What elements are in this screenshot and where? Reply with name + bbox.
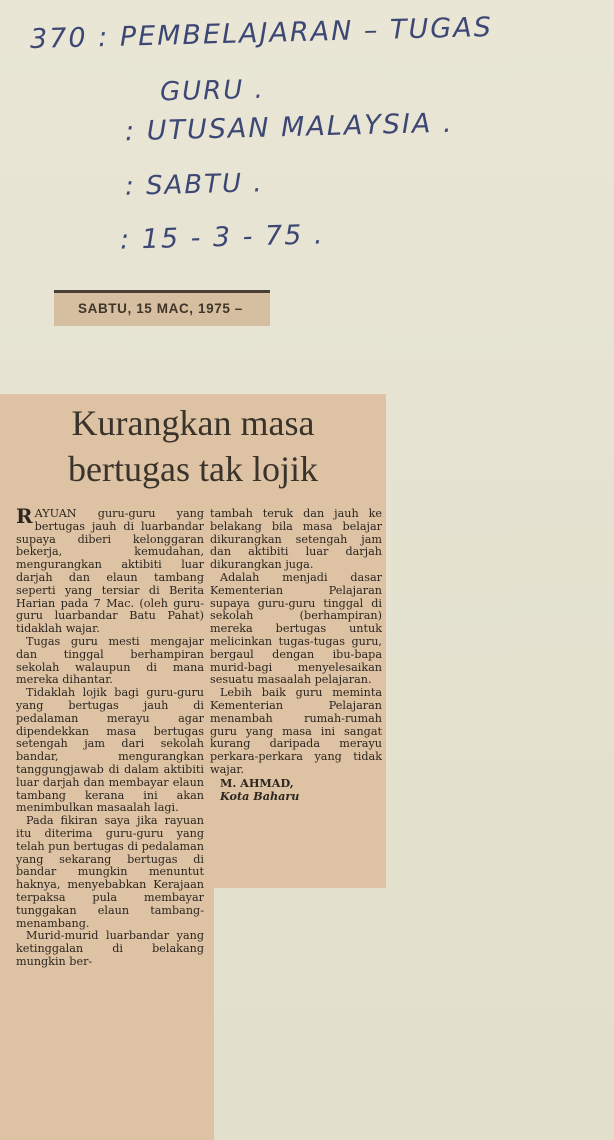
handwritten-note-line: : UTUSAN MALAYSIA .	[124, 107, 454, 148]
handwritten-note-line: : SABTU .	[124, 168, 264, 202]
handwritten-note-line: GURU .	[159, 74, 266, 108]
article-column-2	[210, 508, 382, 802]
newspaper-dateline: SABTU, 15 MAC, 1975 –	[54, 290, 270, 326]
article-headline	[0, 400, 386, 492]
drop-cap: R	[16, 504, 33, 528]
article-paragraph: Murid-murid luarbandar yang ketinggalan di belakang mungkin ber-	[16, 929, 204, 968]
article-paragraph: Tidaklah lojik bagi guru-guru yang bertugas jauh di pedalaman merayu agar dipendekkan masa bertugas setengah jam dari sekolah bandar, mengurangkan tanggungjawab di dalam aktibiti luar darjah dan membayar elaun tambang kerana ini akan menimbulkan masaalah lagi.	[16, 686, 204, 815]
headline-line: bertugas tak lojik	[68, 449, 318, 489]
headline-line: Kurangkan masa	[71, 403, 315, 443]
author-name: M. AHMAD,	[220, 775, 294, 790]
author-location: Kota Baharu	[220, 788, 300, 803]
article-paragraph: Adalah menjadi dasar Kementerian Pelajaran supaya guru-guru tinggal di sekolah (berhampiran) mereka bertugas untuk melicinkan tugas-tugas guru, bergaul dengan ibu-bapa murid-bagi menyelesaikan sesuatu masaalah pelajaran.	[210, 570, 382, 687]
handwritten-note-line: 370 : PEMBELAJARAN – TUGAS	[29, 11, 494, 56]
article-paragraph: Pada fikiran saya jika rayuan itu diterima guru-guru yang telah pun bertugas di pedalaman yang sekarang bertugas di bandar mungkin menuntut haknya, menyebabkan Kerajaan terpaksa pula membayar tunggakan elaun tambang-menambang.	[16, 814, 204, 930]
handwritten-note-line: : 15 - 3 - 75 .	[119, 219, 325, 256]
article-paragraph: RAYUAN guru-guru yang bertugas jauh di luarbandar supaya diberi kelonggaran bekerja, kemudahan, mengurangkan aktibiti luar darjah dan elaun tambang seperti yang tersiar di Berita Harian pada 7 Mac. (oleh guru-guru luarbandar Batu Pahat) tidaklah wajar.	[16, 504, 204, 636]
article-paragraph: tambah teruk dan jauh ke belakang bila masa belajar dikurangkan setengah jam dan aktibiti luar darjah dikurangkan juga.	[210, 507, 382, 572]
article-column-1	[16, 504, 204, 969]
article-paragraph: Tugas guru mesti mengajar dan tinggal berhampiran sekolah walaupun di mana mereka dihantar.	[16, 634, 204, 687]
article-paragraph: Lebih baik guru meminta Kementerian Pelajaran menambah rumah-rumah guru yang masa ini sangat kurang daripada merayu perkara-perkara yang tidak wajar.	[210, 686, 382, 776]
